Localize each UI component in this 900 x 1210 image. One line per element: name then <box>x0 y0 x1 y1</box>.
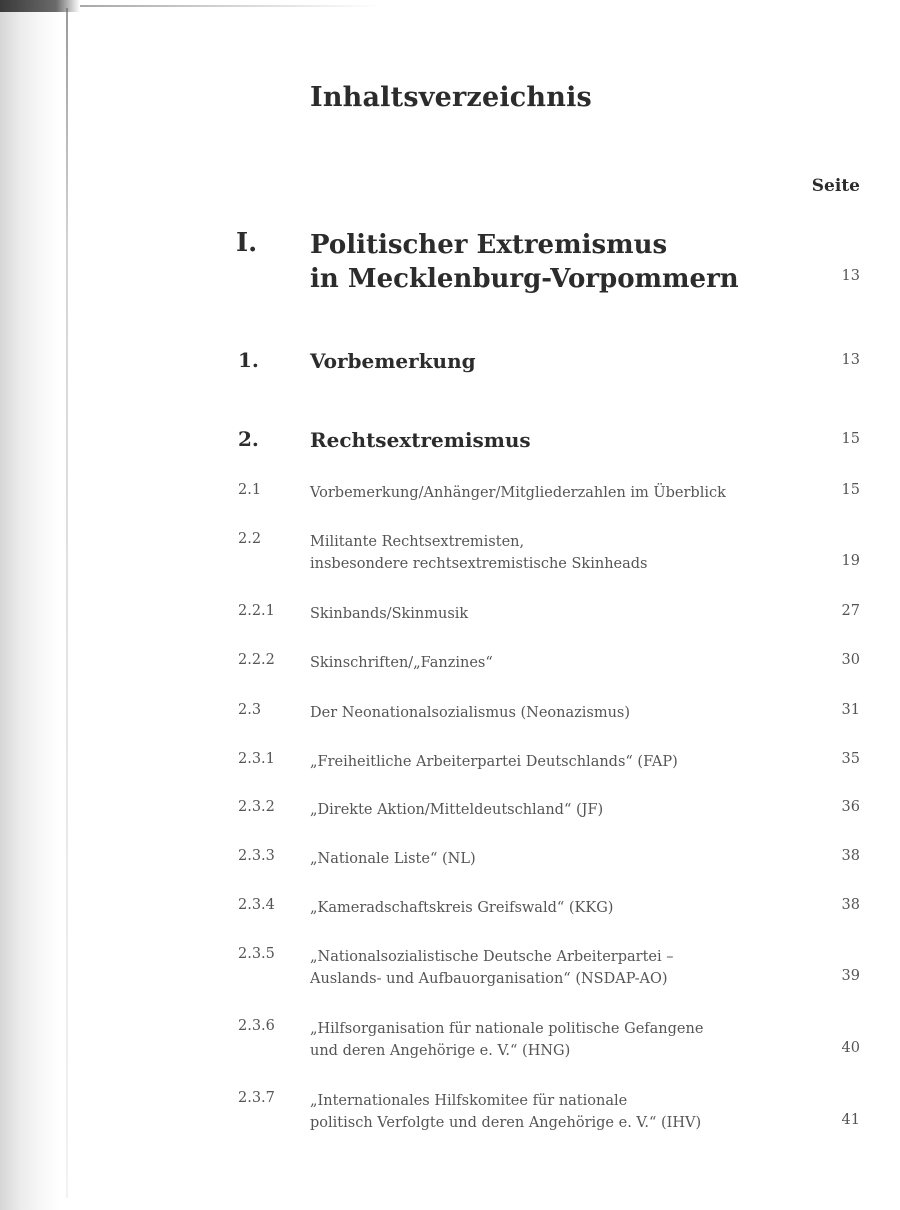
page-title: Inhaltsverzeichnis <box>310 82 592 113</box>
toc-entry-number: 2.3.4 <box>238 897 275 913</box>
toc-entry-title-line: Vorbemerkung/Anhänger/Mitgliederzahlen im Überblick <box>310 485 726 501</box>
page-column-label: Seite <box>811 176 860 196</box>
toc-entry-number: 2.3.3 <box>238 848 275 864</box>
toc-page-number: 19 <box>841 553 860 569</box>
toc-entry-title-line: „Internationales Hilfskomitee für nationale <box>310 1093 628 1109</box>
toc-page-number: 13 <box>841 352 860 368</box>
toc-page-number: 38 <box>841 897 860 913</box>
toc-section-number: 2. <box>238 427 259 451</box>
toc-page-number: 40 <box>841 1040 860 1056</box>
toc-section-number: 1. <box>238 348 259 372</box>
toc-entry-title-line: Der Neonationalsozialismus (Neonazismus) <box>310 705 631 721</box>
toc-page-number: 38 <box>841 848 860 864</box>
toc-entry-title <box>310 799 810 821</box>
toc-entry-number: 2.2.2 <box>238 652 275 668</box>
toc-entry-title-line: Militante Rechtsextremisten, <box>310 534 525 550</box>
toc-page-number: 27 <box>841 603 860 619</box>
toc-entry-title <box>310 897 810 919</box>
toc-entry-title-line: „Freiheitliche Arbeiterpartei Deutschlands“ (FAP) <box>310 754 678 770</box>
toc-entry-title <box>310 482 810 504</box>
toc-entry-title <box>310 1018 810 1062</box>
scan-edge-mark <box>0 0 80 12</box>
toc-section-title: Vorbemerkung <box>310 349 476 373</box>
toc-page-number: 15 <box>841 431 860 447</box>
toc-page-number: 41 <box>841 1112 860 1128</box>
toc-entry-title-line: und deren Angehörige e. V.“ (HNG) <box>310 1043 571 1059</box>
toc-entry-number: 2.3.5 <box>238 946 275 962</box>
page-gutter-shadow <box>0 0 60 1210</box>
toc-entry-title-line: „Kameradschaftskreis Greifswald“ (KKG) <box>310 900 614 916</box>
toc-section-title: Rechtsextremismus <box>310 428 531 452</box>
toc-entry-number: 2.3.6 <box>238 1018 275 1034</box>
toc-entry-number: 2.2 <box>238 531 262 547</box>
toc-entry-title <box>310 652 810 674</box>
toc-entry-title <box>310 531 810 575</box>
toc-entry-title-line: „Direkte Aktion/Mitteldeutschland“ (JF) <box>310 802 604 818</box>
toc-page-number: 30 <box>841 652 860 668</box>
toc-entry-number: 2.3.2 <box>238 799 275 815</box>
toc-page-number: 31 <box>841 702 860 718</box>
toc-page-number: 36 <box>841 799 860 815</box>
toc-entry-number: 2.3.1 <box>238 751 275 767</box>
toc-chapter-title <box>310 228 830 296</box>
toc-entry-title <box>310 1090 810 1134</box>
toc-entry-title <box>310 848 810 870</box>
toc-entry-title-line: politisch Verfolgte und deren Angehörige e. V.“ (IHV) <box>310 1115 702 1131</box>
toc-entry-title <box>310 751 810 773</box>
toc-entry-title-line: Auslands- und Aufbauorganisation“ (NSDAP-AO) <box>310 971 668 987</box>
toc-entry-title <box>310 702 810 724</box>
toc-entry-title-line: Skinschriften/„Fanzines“ <box>310 655 493 671</box>
toc-chapter-number: I. <box>236 228 258 258</box>
toc-page-number: 15 <box>841 482 860 498</box>
toc-page-number: 13 <box>841 268 860 284</box>
toc-entry-title-line: insbesondere rechtsextremistische Skinheads <box>310 556 648 572</box>
binding-edge <box>66 8 68 1198</box>
toc-chapter-title-line: Politischer Extremismus <box>310 230 668 260</box>
toc-entry-title-line: „Hilfsorganisation für nationale politische Gefangene <box>310 1021 704 1037</box>
toc-chapter-title-line: in Mecklenburg-Vorpommern <box>310 264 739 294</box>
toc-entry-number: 2.1 <box>238 482 262 498</box>
toc-entry-title <box>310 603 810 625</box>
toc-entry-title <box>310 946 810 990</box>
toc-entry-number: 2.3 <box>238 702 262 718</box>
toc-page-number: 39 <box>841 968 860 984</box>
toc-page-number: 35 <box>841 751 860 767</box>
toc-entry-title-line: „Nationalsozialistische Deutsche Arbeiterpartei – <box>310 949 674 965</box>
top-edge-rule <box>80 5 380 7</box>
toc-entry-title-line: „Nationale Liste“ (NL) <box>310 851 476 867</box>
toc-entry-title-line: Skinbands/Skinmusik <box>310 606 469 622</box>
toc-entry-number: 2.2.1 <box>238 603 275 619</box>
toc-entry-number: 2.3.7 <box>238 1090 275 1106</box>
